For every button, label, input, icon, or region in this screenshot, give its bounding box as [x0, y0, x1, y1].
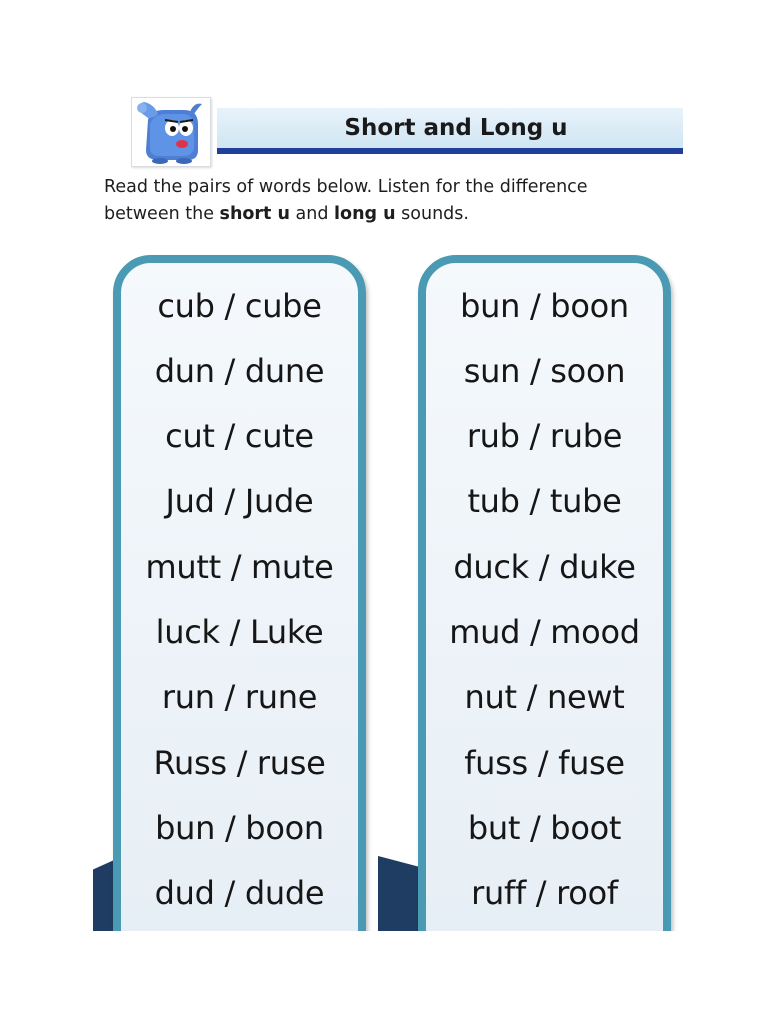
- word-pair: cub / cube: [157, 287, 322, 325]
- word-pair: luck / Luke: [155, 613, 324, 651]
- word-pair: mud / mood: [449, 613, 640, 651]
- word-pair: mutt / mute: [145, 548, 334, 586]
- word-pair: bun / boon: [155, 809, 324, 847]
- word-pair: run / rune: [161, 678, 318, 716]
- short-u-term: short u: [219, 204, 290, 224]
- word-pair: Jud / Jude: [165, 482, 314, 520]
- word-pair: duck / duke: [453, 548, 636, 586]
- word-pair: bun / boon: [460, 287, 629, 325]
- instructions: [104, 174, 684, 228]
- word-pair: Russ / ruse: [153, 744, 326, 782]
- instructions-line-2: [104, 201, 684, 228]
- page-title: Short and Long u: [344, 115, 568, 141]
- instructions-text: between the: [104, 204, 220, 224]
- word-pair: ruff / roof: [471, 874, 618, 912]
- word-pair: cut / cute: [165, 417, 314, 455]
- title-underline: [217, 148, 683, 154]
- blue-monster-icon: [131, 97, 211, 167]
- word-pair: dud / dude: [154, 874, 325, 912]
- short-long-panel-right: [418, 255, 671, 931]
- word-pair: sun / soon: [463, 352, 626, 390]
- instructions-line-1: Read the pairs of words below. Listen for the difference: [104, 177, 588, 197]
- word-pair: fuss / fuse: [464, 744, 625, 782]
- word-pair: nut / newt: [464, 678, 625, 716]
- long-u-term: long u: [334, 204, 396, 224]
- decorative-corner-middle: [378, 856, 418, 931]
- instructions-text: sounds.: [395, 204, 469, 224]
- word-pair: dun / dune: [154, 352, 325, 390]
- word-pair: but / boot: [467, 809, 622, 847]
- instructions-text: and: [289, 204, 335, 224]
- short-long-panel-left: [113, 255, 366, 931]
- word-pair: tub / tube: [467, 482, 622, 520]
- word-pair: rub / rube: [466, 417, 623, 455]
